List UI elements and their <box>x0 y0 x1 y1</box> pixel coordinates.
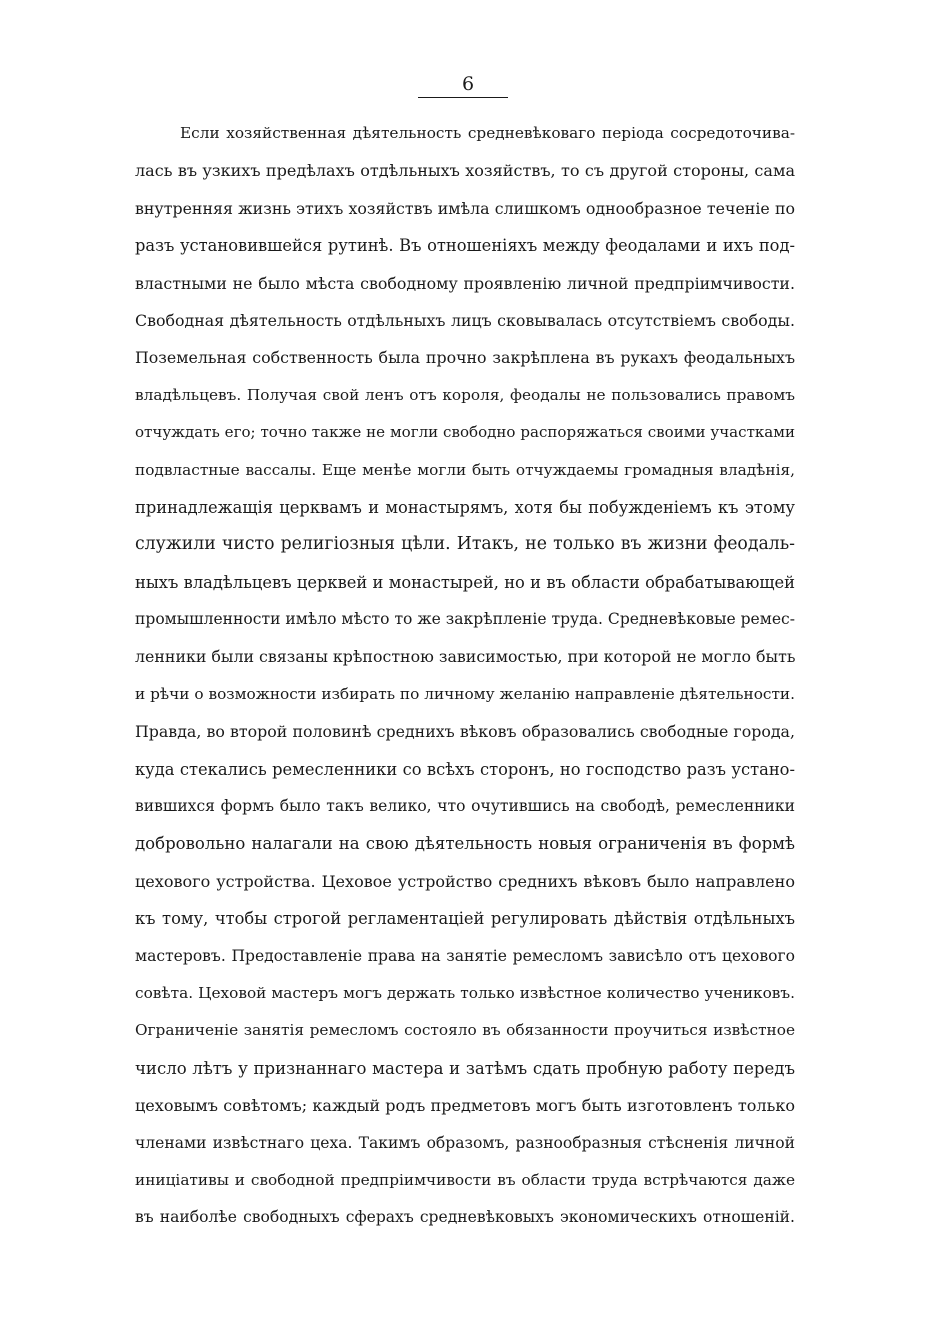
text-line: членами извѣстнаго цеха. Такимъ образомъ, разнообразныя стѣсненія личной <box>135 1133 795 1152</box>
body-text <box>135 115 795 1237</box>
text-line: Если хозяйственная дѣятельность средневѣковаго періода сосредоточива- <box>180 124 795 142</box>
text-line: подвластные вассалы. Еще менѣе могли быть отчуждаемы громадныя владѣнія, <box>135 460 795 479</box>
text-line: служили чисто религіозныя цѣли. Итакъ, не только въ жизни феодаль- <box>135 534 795 555</box>
text-line: Поземельная собственность была прочно закрѣплена въ рукахъ феодальныхъ <box>135 348 795 368</box>
text-line: внутренняя жизнь этихъ хозяйствъ имѣла слишкомъ однообразное теченіе по <box>135 198 795 218</box>
text-line: иниціативы и свободной предпріимчивости въ области труда встрѣчаются даже <box>135 1170 795 1189</box>
text-line: вившихся формъ было такъ велико, что очутившись на свободѣ, ремесленники <box>135 797 795 816</box>
text-line: Свободная дѣятельность отдѣльныхъ лицъ сковывалась отсутствіемъ свободы. <box>135 310 795 330</box>
text-line: владѣльцевъ. Получая свой ленъ отъ короля, феодалы не пользовались правомъ <box>135 385 795 404</box>
header-rule <box>418 97 508 98</box>
page-number: 6 <box>461 73 475 95</box>
text-line: ныхъ владѣльцевъ церквей и монастырей, но и въ области обрабатывающей <box>135 572 795 592</box>
text-line: мастеровъ. Предоставленіе права на занятіе ремесломъ зависѣло отъ цехового <box>135 946 795 965</box>
text-line: принадлежащія церквамъ и монастырямъ, хотя бы побужденіемъ къ этому <box>135 497 795 517</box>
text-line: властными не было мѣста свободному проявленію личной предпріимчивости. <box>135 273 795 293</box>
text-line: Ограниченіе занятія ремесломъ состояло въ обязанности проучиться извѣстное <box>135 1021 795 1040</box>
text-line: Правда, во второй половинѣ среднихъ вѣковъ образовались свободные города, <box>135 722 795 742</box>
text-line: отчуждать его; точно также не могли свободно распоряжаться своими участками <box>135 423 795 442</box>
text-line: цеховымъ совѣтомъ; каждый родъ предметовъ могъ быть изготовленъ только <box>135 1096 795 1116</box>
text-line: лась въ узкихъ предѣлахъ отдѣльныхъ хозяйствъ, то съ другой стороны, сама <box>135 161 795 181</box>
text-line: куда стекались ремесленники со всѣхъ сторонъ, но господство разъ устано- <box>135 759 795 779</box>
text-line: къ тому, чтобы строгой регламентаціей регулировать дѣйствія отдѣльныхъ <box>135 909 795 929</box>
text-line: число лѣтъ у признаннаго мастера и затѣмъ сдать пробную работу передъ <box>135 1058 795 1078</box>
text-line: ленники были связаны крѣпостною зависимостью, при которой не могло быть <box>135 647 796 667</box>
text-line: цехового устройства. Цеховое устройство среднихъ вѣковъ было направлено <box>135 871 795 891</box>
text-line: промышленности имѣло мѣсто то же закрѣпленіе труда. Средневѣковые ремес- <box>135 610 795 629</box>
text-line: добровольно налагали на свою дѣятельность новыя ограниченія въ формѣ <box>135 834 795 854</box>
text-line: разъ установившейся рутинѣ. Въ отношеніяхъ между феодалами и ихъ под- <box>135 236 795 256</box>
text-line: и рѣчи о возможности избирать по личному желанію направленіе дѣятельности. <box>135 684 795 703</box>
text-line: въ наиболѣе свободныхъ сферахъ средневѣковыхъ экономическихъ отношеній. <box>135 1208 795 1227</box>
text-line: совѣта. Цеховой мастеръ могъ держать только извѣстное количество учениковъ. <box>135 983 795 1002</box>
